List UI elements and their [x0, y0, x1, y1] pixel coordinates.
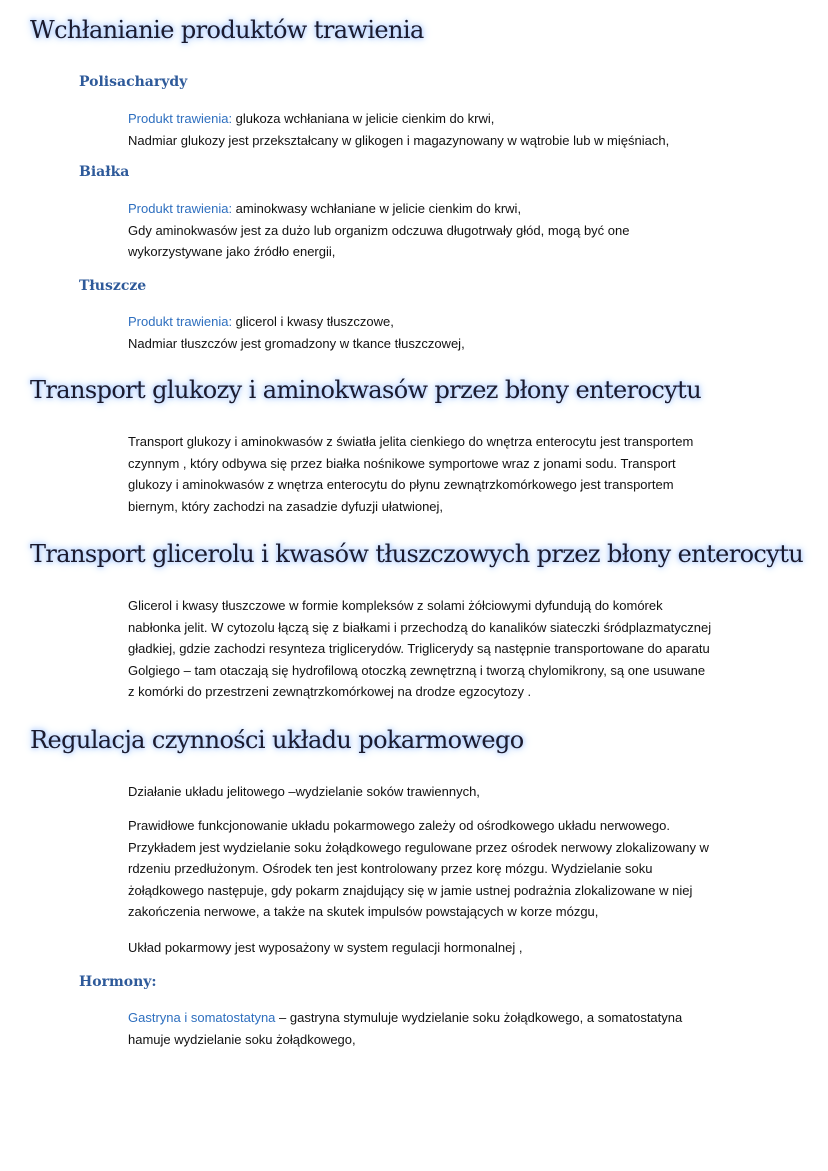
paragraph-hormones — [128, 1007, 768, 1050]
product-label: Produkt trawienia: — [128, 201, 233, 216]
text-line: Golgiego – tam otaczają się hydrofilową otoczką zewnętrzną i tworzą chylomikrony, są one usuwane — [128, 662, 706, 678]
text-line: Układ pokarmowy jest wyposażony w system regulacji hormonalnej , — [128, 940, 523, 955]
text-line: z komórki do przestrzeni zewnątrzkomórkowej na drodze egzocytozy . — [128, 684, 532, 699]
text-line: nabłonka jelit. W cytozolu łączą się z białkami i przechodzą do kanalików siateczki śródplazmatycznej — [128, 619, 712, 635]
text-line: zakończenia nerwowe, a także na skutek impulsów powstających w korze mózgu, — [128, 904, 599, 919]
paragraph-regulation-1 — [128, 781, 768, 803]
paragraph-glucose-transport — [128, 431, 768, 517]
heading-regulation: Regulacja czynności układu pokarmowego — [30, 726, 524, 754]
product-label: Produkt trawienia: — [128, 111, 233, 126]
hormones-label: Gastryna i somatostatyna — [128, 1010, 276, 1025]
heading-absorption: Wchłanianie produktów trawienia — [30, 16, 424, 44]
text-line: Transport glukozy i aminokwasów z światła jelita cienkiego do wnętrza enterocytu jest transportem — [128, 434, 694, 449]
text-line: Nadmiar tłuszczów jest gromadzony w tkance tłuszczowej, — [128, 335, 465, 351]
text-line: glicerol i kwasy tłuszczowe, — [232, 314, 394, 329]
text-line: glukozy i aminokwasów z wnętrza enterocytu do płynu zewnątrzkomórkowego jest transportem — [128, 477, 674, 492]
text-line: rdzeniu przedłużonym. Ośrodek ten jest kontrolowany przez korę mózgu. Wydzielanie soku — [128, 861, 653, 876]
paragraph-polysaccharides — [128, 108, 768, 151]
paragraph-regulation-2 — [128, 815, 768, 923]
text-line: Przykładem jest wydzielanie soku żołądkowego regulowane przez ośrodek nerwowy zlokalizowany w — [128, 839, 709, 855]
text-line: hamuje wydzielanie soku żołądkowego, — [128, 1031, 356, 1047]
paragraph-glycerol-transport — [128, 595, 768, 703]
text-line: Glicerol i kwasy tłuszczowe w formie kompleksów z solami żółciowymi dyfundują do komórek — [128, 598, 663, 613]
text-line: Nadmiar glukozy jest przekształcany w glikogen i magazynowany w wątrobie lub w mięśniach, — [128, 132, 670, 148]
subheading-fats: Tłuszcze — [79, 278, 147, 294]
heading-glycerol-transport: Transport glicerolu i kwasów tłuszczowych przez błony enterocytu — [30, 540, 804, 568]
subheading-polysaccharides: Polisacharydy — [79, 74, 188, 90]
subheading-proteins: Białka — [79, 164, 130, 180]
product-label: Produkt trawienia: — [128, 314, 233, 329]
text-line: aminokwasy wchłaniane w jelicie cienkim do krwi, — [232, 201, 522, 216]
paragraph-regulation-3 — [128, 937, 768, 959]
text-line: – gastryna stymuluje wydzielanie soku żołądkowego, a somatostatyna — [275, 1010, 683, 1025]
text-line: wykorzystywane jako źródło energii, — [128, 244, 336, 259]
text-line: Prawidłowe funkcjonowanie układu pokarmowego zależy od ośrodkowego układu nerwowego. — [128, 818, 670, 833]
text-line: czynnym , który odbywa się przez białka nośnikowe symportowe wraz z jonami sodu. Transport — [128, 455, 676, 471]
paragraph-fats — [128, 311, 768, 354]
text-line: Działanie układu jelitowego –wydzielanie soków trawiennych, — [128, 784, 480, 799]
subheading-hormones: Hormony: — [79, 974, 157, 990]
text-line: Gdy aminokwasów jest za dużo lub organizm odczuwa długotrwały głód, mogą być one — [128, 222, 630, 238]
heading-glucose-transport: Transport glukozy i aminokwasów przez błony enterocytu — [30, 376, 702, 404]
text-line: biernym, który zachodzi na zasadzie dyfuzji ułatwionej, — [128, 498, 444, 514]
text-line: glukoza wchłaniana w jelicie cienkim do krwi, — [232, 111, 495, 126]
text-line: gładkiej, gdzie zachodzi resynteza triglicerydów. Triglicerydy są następnie transportowane do aparatu — [128, 641, 710, 656]
text-line: żołądkowego następuje, gdy pokarm znajdujący się w jamie ustnej podrażnia zlokalizowane w niej — [128, 882, 693, 898]
paragraph-proteins — [128, 198, 768, 263]
